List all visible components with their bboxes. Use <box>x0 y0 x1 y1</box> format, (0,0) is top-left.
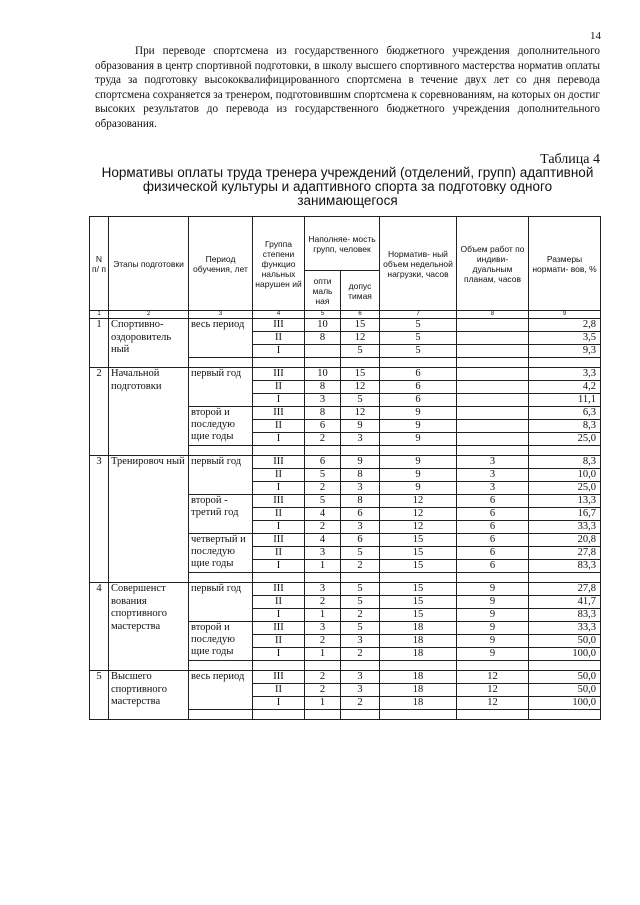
fill-allowed: 2 <box>341 609 380 622</box>
empty-cell <box>341 710 380 720</box>
norm-rate: 50,0 <box>529 635 601 648</box>
weekly-hours: 15 <box>380 609 457 622</box>
individual-hours <box>457 420 529 433</box>
group-degree: II <box>253 508 305 521</box>
fill-allowed: 8 <box>341 495 380 508</box>
individual-hours: 12 <box>457 684 529 697</box>
fill-allowed: 3 <box>341 433 380 446</box>
weekly-hours: 12 <box>380 521 457 534</box>
empty-cell <box>380 661 457 671</box>
group-degree: I <box>253 560 305 573</box>
group-degree: III <box>253 671 305 684</box>
individual-hours <box>457 381 529 394</box>
group-degree: III <box>253 407 305 420</box>
group-degree: I <box>253 482 305 495</box>
group-degree: II <box>253 684 305 697</box>
period-name: второй и последую щие годы <box>189 407 253 446</box>
fill-optimal: 1 <box>305 609 341 622</box>
weekly-hours: 15 <box>380 596 457 609</box>
fill-allowed: 8 <box>341 469 380 482</box>
column-numbers-row <box>90 311 601 319</box>
stage-number: 4 <box>90 583 109 671</box>
weekly-hours: 6 <box>380 381 457 394</box>
empty-cell <box>380 710 457 720</box>
individual-hours <box>457 407 529 420</box>
weekly-hours: 9 <box>380 407 457 420</box>
fill-allowed: 5 <box>341 547 380 560</box>
norm-rate: 8,3 <box>529 420 601 433</box>
group-degree: III <box>253 456 305 469</box>
weekly-hours: 18 <box>380 684 457 697</box>
fill-optimal: 8 <box>305 381 341 394</box>
page-number: 14 <box>590 30 601 42</box>
fill-allowed: 9 <box>341 420 380 433</box>
period-name: весь период <box>189 319 253 358</box>
fill-allowed: 15 <box>341 319 380 332</box>
fill-optimal: 2 <box>305 596 341 609</box>
stage-number: 2 <box>90 368 109 456</box>
weekly-hours: 9 <box>380 433 457 446</box>
empty-cell <box>305 661 341 671</box>
empty-cell <box>189 446 253 456</box>
table-row <box>90 319 601 332</box>
fill-allowed: 2 <box>341 648 380 661</box>
fill-optimal: 2 <box>305 521 341 534</box>
weekly-hours: 18 <box>380 648 457 661</box>
stage-name: Совершенст вования спортивного мастерства <box>109 583 189 671</box>
fill-allowed: 3 <box>341 482 380 495</box>
weekly-hours: 9 <box>380 469 457 482</box>
period-name: первый год <box>189 583 253 622</box>
stage-name: Спортивно- оздоровитель ный <box>109 319 189 368</box>
weekly-hours: 15 <box>380 560 457 573</box>
fill-allowed: 5 <box>341 622 380 635</box>
fill-allowed: 12 <box>341 407 380 420</box>
weekly-hours: 18 <box>380 697 457 710</box>
fill-optimal <box>305 345 341 358</box>
table-row <box>90 671 601 684</box>
empty-cell <box>305 446 341 456</box>
fill-optimal: 6 <box>305 456 341 469</box>
header-stage: Этапы подготовки <box>109 217 189 311</box>
group-degree: III <box>253 319 305 332</box>
norm-rate: 100,0 <box>529 648 601 661</box>
weekly-hours: 6 <box>380 368 457 381</box>
fill-allowed: 3 <box>341 635 380 648</box>
individual-hours: 12 <box>457 671 529 684</box>
header-optimal: опти маль ная <box>305 271 341 311</box>
weekly-hours: 5 <box>380 332 457 345</box>
group-degree: III <box>253 495 305 508</box>
weekly-hours: 18 <box>380 622 457 635</box>
fill-optimal: 1 <box>305 697 341 710</box>
period-name: первый год <box>189 368 253 407</box>
column-number: 5 <box>305 311 341 319</box>
empty-cell <box>305 358 341 368</box>
norm-rate: 3,3 <box>529 368 601 381</box>
empty-cell <box>189 358 253 368</box>
norm-rate: 100,0 <box>529 697 601 710</box>
fill-optimal: 2 <box>305 635 341 648</box>
individual-hours: 6 <box>457 508 529 521</box>
norm-rate: 8,3 <box>529 456 601 469</box>
empty-cell <box>253 661 305 671</box>
group-degree: I <box>253 433 305 446</box>
group-degree: II <box>253 381 305 394</box>
fill-allowed: 12 <box>341 332 380 345</box>
column-number: 9 <box>529 311 601 319</box>
column-number: 1 <box>90 311 109 319</box>
norms-table <box>89 216 601 720</box>
individual-hours: 9 <box>457 609 529 622</box>
norm-rate: 16,7 <box>529 508 601 521</box>
group-degree: I <box>253 697 305 710</box>
individual-hours: 9 <box>457 596 529 609</box>
fill-optimal: 1 <box>305 560 341 573</box>
group-degree: I <box>253 609 305 622</box>
individual-hours: 9 <box>457 648 529 661</box>
fill-optimal: 10 <box>305 319 341 332</box>
empty-cell <box>253 358 305 368</box>
empty-cell <box>341 661 380 671</box>
header-group: Группа степени функцио нальных нарушен ий <box>253 217 305 311</box>
group-degree: III <box>253 583 305 596</box>
column-number: 8 <box>457 311 529 319</box>
norm-rate: 4,2 <box>529 381 601 394</box>
norm-rate: 50,0 <box>529 684 601 697</box>
column-number: 4 <box>253 311 305 319</box>
fill-allowed: 5 <box>341 596 380 609</box>
stage-number: 1 <box>90 319 109 368</box>
header-allowed: допус тимая <box>341 271 380 311</box>
empty-cell <box>341 358 380 368</box>
fill-optimal: 2 <box>305 684 341 697</box>
table-title: Нормативы оплаты труда тренера учреждений (отделений, групп) адаптивной физической культуры и адаптивного спорта за подготовку одного занимающегося <box>101 165 594 208</box>
empty-cell <box>189 710 253 720</box>
period-name: первый год <box>189 456 253 495</box>
fill-optimal: 8 <box>305 407 341 420</box>
norms-table-body <box>90 319 601 720</box>
stage-number: 3 <box>90 456 109 583</box>
individual-hours <box>457 433 529 446</box>
individual-hours: 3 <box>457 482 529 495</box>
period-name: весь период <box>189 671 253 710</box>
header-rate: Размеры нормати- вов, % <box>529 217 601 311</box>
stage-number: 5 <box>90 671 109 720</box>
fill-allowed: 3 <box>341 521 380 534</box>
stage-name: Начальной подготовки <box>109 368 189 456</box>
table-row <box>90 583 601 596</box>
weekly-hours: 9 <box>380 456 457 469</box>
norm-rate: 10,0 <box>529 469 601 482</box>
empty-cell <box>305 710 341 720</box>
group-degree: I <box>253 394 305 407</box>
fill-optimal: 4 <box>305 534 341 547</box>
individual-hours: 6 <box>457 495 529 508</box>
norm-rate: 25,0 <box>529 433 601 446</box>
fill-allowed: 12 <box>341 381 380 394</box>
weekly-hours: 12 <box>380 495 457 508</box>
weekly-hours: 5 <box>380 319 457 332</box>
column-number: 2 <box>109 311 189 319</box>
period-name: второй - третий год <box>189 495 253 534</box>
header-period: Период обучения, лет <box>189 217 253 311</box>
group-degree: II <box>253 469 305 482</box>
empty-cell <box>529 446 601 456</box>
group-degree: I <box>253 345 305 358</box>
group-degree: II <box>253 596 305 609</box>
empty-cell <box>380 358 457 368</box>
individual-hours: 6 <box>457 547 529 560</box>
fill-allowed: 3 <box>341 671 380 684</box>
group-degree: III <box>253 534 305 547</box>
group-degree: II <box>253 332 305 345</box>
empty-cell <box>529 710 601 720</box>
empty-cell <box>529 573 601 583</box>
period-name: четвертый и последую щие годы <box>189 534 253 573</box>
empty-cell <box>529 661 601 671</box>
norm-rate: 6,3 <box>529 407 601 420</box>
empty-cell <box>457 661 529 671</box>
norm-rate: 25,0 <box>529 482 601 495</box>
individual-hours <box>457 394 529 407</box>
empty-cell <box>189 661 253 671</box>
empty-cell <box>341 573 380 583</box>
norm-rate: 83,3 <box>529 560 601 573</box>
individual-hours <box>457 332 529 345</box>
empty-cell <box>305 573 341 583</box>
group-degree: II <box>253 420 305 433</box>
group-degree: I <box>253 648 305 661</box>
norm-rate: 33,3 <box>529 622 601 635</box>
header-weekly: Норматив- ный объем недельной нагрузки, часов <box>380 217 457 311</box>
fill-allowed: 5 <box>341 394 380 407</box>
individual-hours: 6 <box>457 534 529 547</box>
empty-cell <box>253 446 305 456</box>
table-row <box>90 456 601 469</box>
weekly-hours: 15 <box>380 534 457 547</box>
fill-optimal: 2 <box>305 482 341 495</box>
column-number: 3 <box>189 311 253 319</box>
empty-cell <box>341 446 380 456</box>
period-name: второй и последую щие годы <box>189 622 253 661</box>
fill-allowed: 3 <box>341 684 380 697</box>
individual-hours: 9 <box>457 622 529 635</box>
empty-cell <box>189 573 253 583</box>
empty-cell <box>380 446 457 456</box>
fill-allowed: 5 <box>341 583 380 596</box>
table-label: Таблица 4 <box>540 152 600 167</box>
header-individual: Объем работ по индиви- дуальным планам, часов <box>457 217 529 311</box>
fill-allowed: 5 <box>341 345 380 358</box>
norm-rate: 20,8 <box>529 534 601 547</box>
empty-cell <box>457 446 529 456</box>
fill-optimal: 1 <box>305 648 341 661</box>
individual-hours: 3 <box>457 456 529 469</box>
individual-hours: 12 <box>457 697 529 710</box>
fill-optimal: 8 <box>305 332 341 345</box>
norm-rate: 33,3 <box>529 521 601 534</box>
individual-hours: 6 <box>457 521 529 534</box>
individual-hours: 3 <box>457 469 529 482</box>
individual-hours: 6 <box>457 560 529 573</box>
group-degree: III <box>253 622 305 635</box>
empty-cell <box>529 358 601 368</box>
fill-optimal: 10 <box>305 368 341 381</box>
empty-cell <box>380 573 457 583</box>
empty-cell <box>253 573 305 583</box>
group-degree: III <box>253 368 305 381</box>
empty-cell <box>457 358 529 368</box>
fill-optimal: 2 <box>305 433 341 446</box>
fill-optimal: 3 <box>305 622 341 635</box>
intro-paragraph: При переводе спортсмена из государственного бюджетного учреждения дополнительного образования в центр спортивной подготовки, в школу высшего спортивного мастерства норматив оплаты труда за подготовку высококвалифицированного спортсмена в течение двух лет со дня перевода спортсмена сохраняется за тренером, подготовившим спортсмена к соревнованиям, на которых он достиг высоких результатов до перевода из государственного бюджетного учреждения дополнительного образования. <box>95 45 600 130</box>
fill-optimal: 5 <box>305 495 341 508</box>
group-degree: I <box>253 521 305 534</box>
fill-allowed: 6 <box>341 534 380 547</box>
fill-optimal: 3 <box>305 394 341 407</box>
weekly-hours: 12 <box>380 508 457 521</box>
fill-optimal: 3 <box>305 583 341 596</box>
table-row <box>90 368 601 381</box>
individual-hours <box>457 368 529 381</box>
stage-name: Высшего спортивного мастерства <box>109 671 189 720</box>
weekly-hours: 15 <box>380 547 457 560</box>
norm-rate: 9,3 <box>529 345 601 358</box>
fill-allowed: 2 <box>341 560 380 573</box>
norm-rate: 41,7 <box>529 596 601 609</box>
weekly-hours: 15 <box>380 583 457 596</box>
group-degree: II <box>253 635 305 648</box>
header-fill: Наполняе- мость групп, человек <box>305 217 380 271</box>
fill-allowed: 9 <box>341 456 380 469</box>
weekly-hours: 18 <box>380 671 457 684</box>
fill-allowed: 6 <box>341 508 380 521</box>
group-degree: II <box>253 547 305 560</box>
weekly-hours: 9 <box>380 420 457 433</box>
weekly-hours: 9 <box>380 482 457 495</box>
fill-allowed: 2 <box>341 697 380 710</box>
norm-rate: 11,1 <box>529 394 601 407</box>
stage-name: Тренировоч ный <box>109 456 189 583</box>
individual-hours: 9 <box>457 635 529 648</box>
weekly-hours: 18 <box>380 635 457 648</box>
norm-rate: 27,8 <box>529 547 601 560</box>
norm-rate: 50,0 <box>529 671 601 684</box>
individual-hours <box>457 319 529 332</box>
weekly-hours: 5 <box>380 345 457 358</box>
fill-optimal: 4 <box>305 508 341 521</box>
norm-rate: 2,8 <box>529 319 601 332</box>
header-num: N п/ п <box>90 217 109 311</box>
norm-rate: 13,3 <box>529 495 601 508</box>
norm-rate: 83,3 <box>529 609 601 622</box>
fill-optimal: 2 <box>305 671 341 684</box>
fill-optimal: 3 <box>305 547 341 560</box>
empty-cell <box>457 710 529 720</box>
fill-optimal: 6 <box>305 420 341 433</box>
empty-cell <box>457 573 529 583</box>
fill-allowed: 15 <box>341 368 380 381</box>
fill-optimal: 5 <box>305 469 341 482</box>
weekly-hours: 6 <box>380 394 457 407</box>
individual-hours: 9 <box>457 583 529 596</box>
column-number: 7 <box>380 311 457 319</box>
norm-rate: 3,5 <box>529 332 601 345</box>
empty-cell <box>253 710 305 720</box>
norm-rate: 27,8 <box>529 583 601 596</box>
individual-hours <box>457 345 529 358</box>
column-number: 6 <box>341 311 380 319</box>
